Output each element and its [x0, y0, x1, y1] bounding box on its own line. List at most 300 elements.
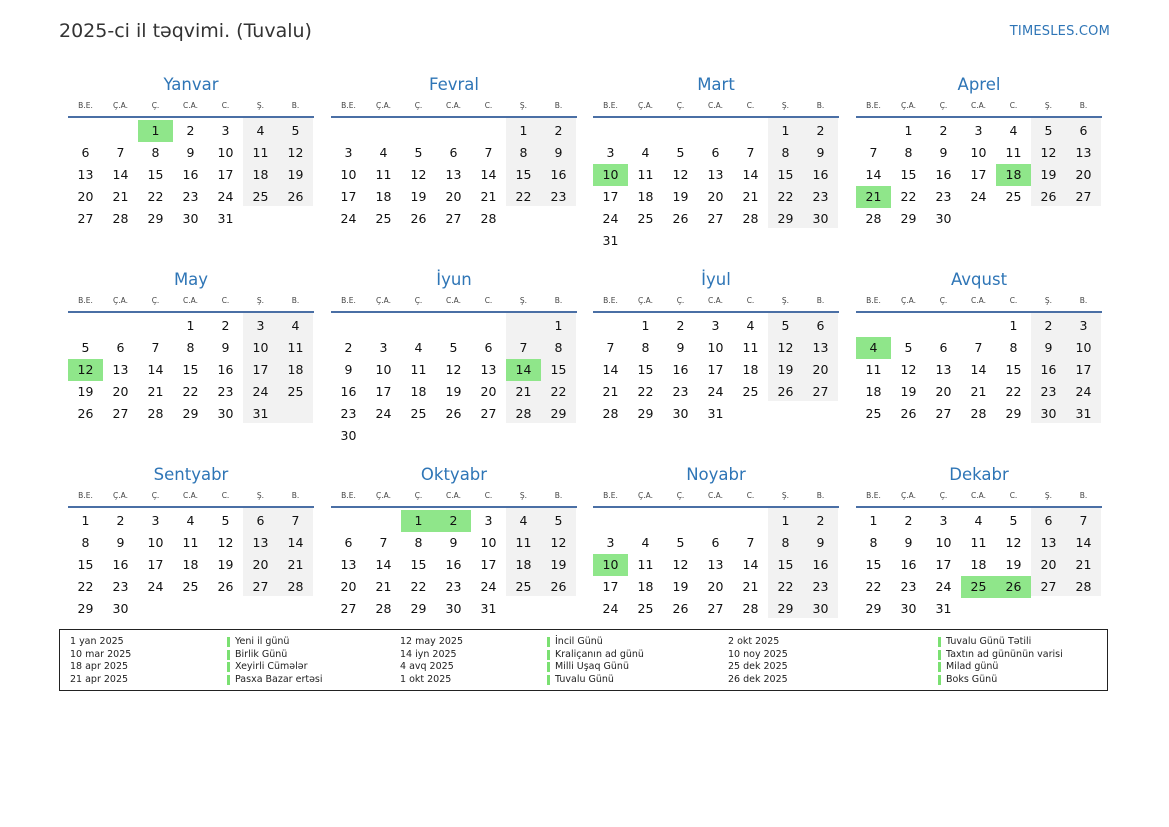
legend-holiday-name: Boks Günü — [946, 673, 998, 685]
day-cell: 4 — [746, 318, 755, 333]
day-cell: 14 — [480, 167, 497, 182]
day-cell: 5 — [904, 340, 913, 355]
day-cell: 2 — [554, 123, 563, 138]
day-cell: 11 — [865, 362, 882, 377]
month-1 — [68, 74, 314, 230]
day-cell: 16 — [812, 167, 829, 182]
weekday-header: Ç. — [151, 296, 160, 305]
day-cell: 12 — [445, 362, 462, 377]
day-cell: 15 — [147, 167, 164, 182]
day-cell: 13 — [707, 167, 724, 182]
day-cell: 24 — [147, 579, 164, 594]
weekday-header: B. — [1079, 491, 1088, 500]
day-cell: 3 — [606, 145, 615, 160]
legend-date: 1 okt 2025 — [400, 673, 452, 685]
day-cell: 17 — [707, 362, 724, 377]
day-cell: 30 — [900, 601, 917, 616]
day-cell: 13 — [1040, 535, 1057, 550]
holiday-day-cell: 1 — [138, 120, 173, 142]
day-cell: 13 — [1075, 145, 1092, 160]
day-cell: 4 — [379, 145, 388, 160]
month-8 — [856, 269, 1102, 425]
weekday-header: Ş. — [519, 491, 528, 500]
day-cell: 11 — [252, 145, 269, 160]
day-cell: 14 — [742, 167, 759, 182]
day-cell: 3 — [221, 123, 230, 138]
day-cell: 9 — [554, 145, 563, 160]
day-cell: 30 — [182, 211, 199, 226]
day-cell: 23 — [812, 579, 829, 594]
day-cell: 5 — [676, 535, 685, 550]
legend-color-marker — [547, 662, 550, 672]
day-cell: 11 — [287, 340, 304, 355]
month-title: Sentyabr — [153, 465, 229, 484]
weekday-header: C. — [221, 101, 230, 110]
day-cell: 8 — [81, 535, 90, 550]
legend-color-marker — [547, 675, 550, 685]
legend-holiday-name: Yeni il günü — [235, 636, 290, 647]
day-cell: 26 — [672, 601, 689, 616]
day-cell: 28 — [375, 601, 392, 616]
day-cell: 19 — [900, 384, 917, 399]
day-cell: 7 — [746, 535, 755, 550]
month-5 — [68, 269, 314, 425]
day-cell: 20 — [707, 189, 724, 204]
day-cell: 20 — [445, 189, 462, 204]
day-cell: 12 — [900, 362, 917, 377]
weekday-header: C.A. — [970, 101, 986, 110]
day-cell: 4 — [641, 145, 650, 160]
weekday-header: C.A. — [445, 101, 461, 110]
day-cell: 26 — [445, 406, 462, 421]
day-cell: 29 — [550, 406, 567, 421]
day-cell: 11 — [637, 557, 654, 572]
day-cell: 16 — [445, 557, 462, 572]
day-cell: 5 — [414, 145, 423, 160]
day-cell: 1 — [781, 513, 790, 528]
day-cell: 28 — [112, 211, 129, 226]
month-3 — [593, 74, 839, 252]
day-cell: 18 — [287, 362, 304, 377]
day-cell: 15 — [515, 167, 532, 182]
weekday-header: Ş. — [519, 101, 528, 110]
legend-color-marker — [547, 637, 550, 647]
day-cell: 4 — [291, 318, 300, 333]
day-cell: 12 — [287, 145, 304, 160]
day-cell: 18 — [410, 384, 427, 399]
month-2 — [331, 74, 577, 230]
day-cell: 15 — [182, 362, 199, 377]
day-cell: 2 — [816, 513, 825, 528]
day-cell: 24 — [602, 601, 619, 616]
day-cell: 7 — [974, 340, 983, 355]
day-cell: 23 — [182, 189, 199, 204]
weekday-header: C.A. — [707, 101, 723, 110]
day-cell: 24 — [480, 579, 497, 594]
day-cell: 13 — [480, 362, 497, 377]
legend-color-marker — [547, 650, 550, 660]
day-cell: 14 — [287, 535, 304, 550]
day-cell: 2 — [221, 318, 230, 333]
day-cell: 22 — [865, 579, 882, 594]
day-cell: 14 — [147, 362, 164, 377]
day-cell: 4 — [256, 123, 265, 138]
legend-color-marker — [938, 675, 941, 685]
day-cell: 29 — [865, 601, 882, 616]
day-cell: 9 — [816, 535, 825, 550]
holiday-day-cell: 2 — [436, 510, 471, 532]
day-cell: 15 — [550, 362, 567, 377]
weekday-header: Ç.A. — [112, 491, 128, 500]
weekday-header: Ç.A. — [375, 491, 391, 500]
weekday-header: C. — [1009, 101, 1018, 110]
legend-date: 10 noy 2025 — [728, 648, 788, 660]
weekday-header: B. — [291, 101, 300, 110]
month-title: Dekabr — [949, 465, 1009, 484]
day-cell: 18 — [637, 189, 654, 204]
day-cell: 30 — [672, 406, 689, 421]
day-cell: 13 — [445, 167, 462, 182]
weekday-header: Ç. — [151, 491, 160, 500]
day-cell: 1 — [641, 318, 650, 333]
day-cell: 3 — [256, 318, 265, 333]
day-cell: 7 — [379, 535, 388, 550]
holiday-day-cell: 18 — [996, 164, 1031, 186]
day-cell: 21 — [287, 557, 304, 572]
day-cell: 25 — [287, 384, 304, 399]
legend-holiday-name: Birlik Günü — [235, 648, 288, 660]
day-cell: 10 — [935, 535, 952, 550]
day-cell: 2 — [939, 123, 948, 138]
weekday-header: Ç.A. — [375, 296, 391, 305]
day-cell: 5 — [81, 340, 90, 355]
day-cell: 8 — [641, 340, 650, 355]
legend-date: 26 dek 2025 — [728, 673, 788, 685]
legend-date: 1 yan 2025 — [70, 636, 124, 647]
day-cell: 28 — [970, 406, 987, 421]
day-cell: 19 — [672, 579, 689, 594]
weekday-header: B.E. — [866, 491, 881, 500]
day-cell: 15 — [865, 557, 882, 572]
day-cell: 5 — [449, 340, 458, 355]
day-cell: 15 — [900, 167, 917, 182]
day-cell: 13 — [252, 535, 269, 550]
day-cell: 15 — [77, 557, 94, 572]
day-cell: 9 — [221, 340, 230, 355]
legend-holiday-name: Tuvalu Günü — [555, 673, 614, 685]
day-cell: 31 — [217, 211, 234, 226]
day-cell: 29 — [777, 211, 794, 226]
legend-holiday-name: Milad günü — [946, 661, 999, 672]
day-cell: 3 — [711, 318, 720, 333]
day-cell: 31 — [1075, 406, 1092, 421]
weekday-header: Ç. — [676, 296, 685, 305]
day-cell: 1 — [186, 318, 195, 333]
legend-date: 10 mar 2025 — [70, 648, 132, 660]
day-cell: 26 — [77, 406, 94, 421]
day-cell: 3 — [484, 513, 493, 528]
day-cell: 11 — [410, 362, 427, 377]
day-cell: 17 — [970, 167, 987, 182]
weekday-header: C.A. — [707, 296, 723, 305]
legend-date: 21 apr 2025 — [70, 673, 129, 685]
day-cell: 2 — [186, 123, 195, 138]
day-cell: 2 — [116, 513, 125, 528]
day-cell: 29 — [410, 601, 427, 616]
day-cell: 27 — [77, 211, 94, 226]
day-cell: 15 — [777, 167, 794, 182]
month-title: Avqust — [950, 270, 1008, 289]
weekday-header: B.E. — [341, 491, 356, 500]
day-cell: 14 — [970, 362, 987, 377]
holiday-day-cell: 14 — [506, 359, 541, 381]
day-cell: 21 — [480, 189, 497, 204]
day-cell: 29 — [182, 406, 199, 421]
day-cell: 21 — [742, 189, 759, 204]
weekday-header: B. — [1079, 101, 1088, 110]
day-cell: 15 — [1005, 362, 1022, 377]
day-cell: 3 — [344, 145, 353, 160]
day-cell: 13 — [707, 557, 724, 572]
day-cell: 30 — [812, 601, 829, 616]
day-cell: 5 — [554, 513, 563, 528]
legend-color-marker — [938, 662, 941, 672]
day-cell: 10 — [217, 145, 234, 160]
day-cell: 6 — [939, 340, 948, 355]
day-cell: 17 — [480, 557, 497, 572]
weekday-header: B. — [554, 491, 563, 500]
holiday-day-cell: 21 — [856, 186, 891, 208]
day-cell: 26 — [217, 579, 234, 594]
day-cell: 18 — [182, 557, 199, 572]
day-cell: 11 — [375, 167, 392, 182]
weekday-header: B.E. — [341, 101, 356, 110]
legend-date: 4 avq 2025 — [400, 661, 454, 672]
weekday-header: B.E. — [603, 101, 618, 110]
weekday-header: Ç. — [676, 101, 685, 110]
day-cell: 9 — [816, 145, 825, 160]
weekday-header: Ç.A. — [112, 101, 128, 110]
day-cell: 13 — [77, 167, 94, 182]
weekday-header: B. — [816, 101, 825, 110]
day-cell: 16 — [112, 557, 129, 572]
weekday-header: Ç.A. — [900, 296, 916, 305]
weekday-header: Ç.A. — [900, 101, 916, 110]
day-cell: 21 — [602, 384, 619, 399]
day-cell: 26 — [410, 211, 427, 226]
day-cell: 9 — [676, 340, 685, 355]
weekday-header: C. — [221, 296, 230, 305]
weekday-header: C. — [746, 101, 755, 110]
day-cell: 19 — [77, 384, 94, 399]
day-cell: 27 — [812, 384, 829, 399]
day-cell: 10 — [375, 362, 392, 377]
day-cell: 17 — [1075, 362, 1092, 377]
weekday-header: Ç. — [939, 296, 948, 305]
day-cell: 29 — [77, 601, 94, 616]
day-cell: 13 — [112, 362, 129, 377]
day-cell: 24 — [375, 406, 392, 421]
day-cell: 25 — [252, 189, 269, 204]
day-cell: 19 — [550, 557, 567, 572]
day-cell: 27 — [1075, 189, 1092, 204]
legend-holiday-name: Tuvalu Günü Tətili — [946, 636, 1032, 647]
legend-color-marker — [227, 662, 230, 672]
month-title: Oktyabr — [420, 465, 488, 484]
day-cell: 8 — [869, 535, 878, 550]
day-cell: 15 — [637, 362, 654, 377]
weekday-header: Ç.A. — [637, 101, 653, 110]
legend-date: 2 okt 2025 — [728, 636, 780, 647]
day-cell: 4 — [1009, 123, 1018, 138]
weekday-header: B. — [816, 296, 825, 305]
day-cell: 6 — [711, 535, 720, 550]
holiday-day-cell: 1 — [401, 510, 436, 532]
legend-holiday-name: Milli Uşaq Günü — [555, 661, 629, 672]
day-cell: 11 — [742, 340, 759, 355]
day-cell: 12 — [672, 557, 689, 572]
day-cell: 24 — [602, 211, 619, 226]
brand-link[interactable]: TIMESLES.COM — [1009, 24, 1110, 39]
day-cell: 29 — [637, 406, 654, 421]
weekday-header: Ç. — [939, 101, 948, 110]
month-title: May — [173, 270, 209, 289]
day-cell: 7 — [519, 340, 528, 355]
day-cell: 27 — [340, 601, 357, 616]
day-cell: 16 — [900, 557, 917, 572]
month-7 — [593, 269, 839, 425]
day-cell: 25 — [742, 384, 759, 399]
day-cell: 16 — [935, 167, 952, 182]
month-title: İyun — [436, 270, 472, 289]
day-cell: 20 — [1075, 167, 1092, 182]
day-cell: 3 — [379, 340, 388, 355]
day-cell: 30 — [812, 211, 829, 226]
weekday-header: C.A. — [707, 491, 723, 500]
day-cell: 3 — [151, 513, 160, 528]
month-title: İyul — [701, 270, 731, 289]
day-cell: 28 — [602, 406, 619, 421]
day-cell: 24 — [707, 384, 724, 399]
day-cell: 6 — [484, 340, 493, 355]
day-cell: 16 — [340, 384, 357, 399]
day-cell: 24 — [217, 189, 234, 204]
day-cell: 9 — [449, 535, 458, 550]
day-cell: 23 — [935, 189, 952, 204]
day-cell: 23 — [112, 579, 129, 594]
legend-color-marker — [227, 675, 230, 685]
day-cell: 17 — [252, 362, 269, 377]
day-cell: 1 — [781, 123, 790, 138]
day-cell: 23 — [550, 189, 567, 204]
weekday-header: Ş. — [781, 491, 790, 500]
day-cell: 22 — [77, 579, 94, 594]
day-cell: 11 — [182, 535, 199, 550]
day-cell: 1 — [554, 318, 563, 333]
day-cell: 20 — [935, 384, 952, 399]
day-cell: 7 — [291, 513, 300, 528]
day-cell: 28 — [742, 211, 759, 226]
holiday-day-cell: 12 — [68, 359, 103, 381]
day-cell: 22 — [182, 384, 199, 399]
day-cell: 10 — [970, 145, 987, 160]
day-cell: 18 — [515, 557, 532, 572]
day-cell: 8 — [554, 340, 563, 355]
month-11 — [593, 464, 839, 620]
day-cell: 22 — [1005, 384, 1022, 399]
weekday-header: C.A. — [445, 491, 461, 500]
weekday-header: Ç. — [676, 491, 685, 500]
holiday-day-cell: 10 — [593, 164, 628, 186]
day-cell: 20 — [707, 579, 724, 594]
day-cell: 16 — [812, 557, 829, 572]
day-cell: 14 — [112, 167, 129, 182]
day-cell: 15 — [410, 557, 427, 572]
day-cell: 22 — [515, 189, 532, 204]
day-cell: 23 — [340, 406, 357, 421]
day-cell: 26 — [777, 384, 794, 399]
weekday-header: C.A. — [182, 296, 198, 305]
legend-holiday-name: Pasxa Bazar ertəsi — [235, 673, 323, 685]
weekday-header: C.A. — [970, 296, 986, 305]
day-cell: 12 — [550, 535, 567, 550]
holiday-day-cell: 10 — [593, 554, 628, 576]
day-cell: 5 — [1009, 513, 1018, 528]
day-cell: 23 — [812, 189, 829, 204]
day-cell: 12 — [217, 535, 234, 550]
day-cell: 10 — [480, 535, 497, 550]
day-cell: 14 — [375, 557, 392, 572]
day-cell: 2 — [344, 340, 353, 355]
day-cell: 24 — [340, 211, 357, 226]
day-cell: 6 — [449, 145, 458, 160]
weekday-header: Ç. — [414, 491, 423, 500]
weekday-header: C. — [221, 491, 230, 500]
day-cell: 20 — [77, 189, 94, 204]
day-cell: 23 — [900, 579, 917, 594]
day-cell: 28 — [480, 211, 497, 226]
weekday-header: Ş. — [1044, 101, 1053, 110]
day-cell: 27 — [445, 211, 462, 226]
day-cell: 31 — [602, 233, 619, 248]
day-cell: 19 — [287, 167, 304, 182]
day-cell: 5 — [221, 513, 230, 528]
weekday-header: B.E. — [78, 491, 93, 500]
day-cell: 13 — [812, 340, 829, 355]
day-cell: 10 — [340, 167, 357, 182]
day-cell: 16 — [672, 362, 689, 377]
day-cell: 2 — [676, 318, 685, 333]
day-cell: 10 — [1075, 340, 1092, 355]
legend-date: 12 may 2025 — [400, 636, 464, 647]
legend-holiday-name: İncil Günü — [555, 636, 603, 647]
day-cell: 27 — [1040, 579, 1057, 594]
weekday-header: Ş. — [1044, 296, 1053, 305]
day-cell: 9 — [186, 145, 195, 160]
day-cell: 24 — [970, 189, 987, 204]
day-cell: 13 — [340, 557, 357, 572]
day-cell: 25 — [182, 579, 199, 594]
day-cell: 5 — [676, 145, 685, 160]
day-cell: 15 — [777, 557, 794, 572]
day-cell: 1 — [869, 513, 878, 528]
day-cell: 30 — [445, 601, 462, 616]
weekday-header: C.A. — [182, 101, 198, 110]
day-cell: 21 — [970, 384, 987, 399]
day-cell: 14 — [865, 167, 882, 182]
weekday-header: Ş. — [256, 101, 265, 110]
day-cell: 9 — [344, 362, 353, 377]
